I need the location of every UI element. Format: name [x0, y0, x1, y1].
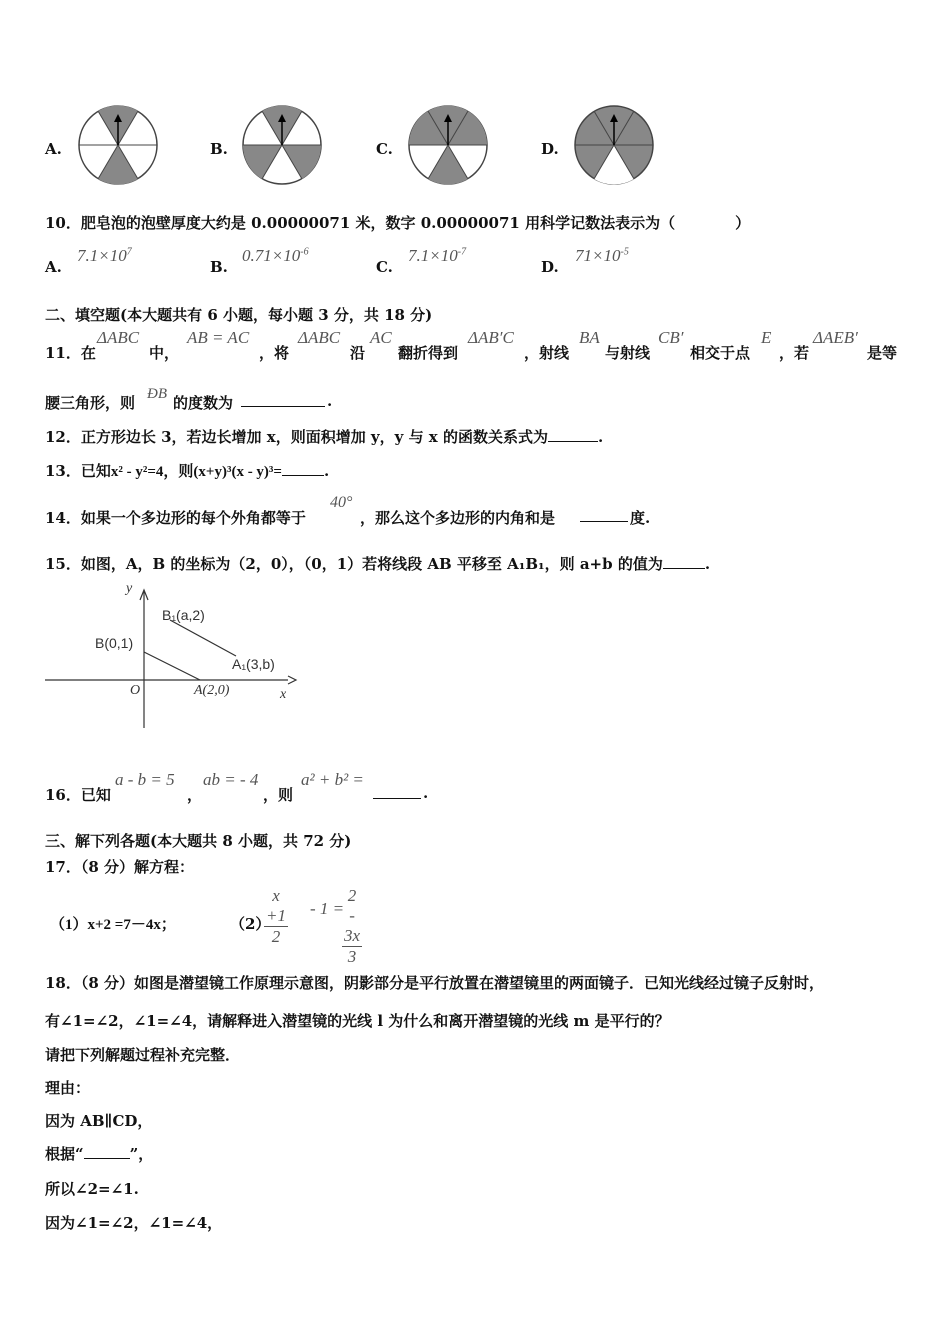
q9-option-a-label: A. [45, 140, 62, 158]
q15-origin-label: O [130, 683, 141, 698]
q11-angle-b: ÐB [147, 386, 167, 402]
q17-stem: 17．（8 分）解方程： [45, 858, 195, 876]
q16-condition-1: a - b = 5 [115, 770, 175, 789]
q18-line6 [45, 1143, 153, 1164]
q15-point-a-label: A(2,0) [194, 683, 230, 698]
q10-option-a-value: $7.1\times 10^7$ [77, 246, 132, 265]
section3-title: 三、解下列各题(本大题共 8 小题，共 72 分) [45, 832, 352, 850]
q18-line6-post: ”， [129, 1145, 154, 1163]
q16-pre: 16．已知 [45, 786, 111, 804]
q10-option-c-label: C. [376, 258, 393, 276]
q14-pre: 14．如果一个多边形的每个外角都等于 [45, 509, 306, 527]
q9-option-c-label: C. [376, 140, 393, 158]
q11-text-2: 中， [149, 344, 180, 362]
q16-expression: a² + b² = [301, 770, 364, 789]
q11-answer-blank[interactable] [241, 392, 325, 407]
q13-pre: 13．已知 [45, 462, 111, 480]
q14-line [45, 494, 745, 528]
q10-option-b-label: B. [210, 258, 228, 276]
q18-line3: 请把下列解题过程补充完整． [45, 1046, 241, 1064]
q15-point-b-label: B(0,1) [95, 635, 134, 651]
q11-math-2: AB = AC [187, 328, 250, 347]
q11-text-9: ，若 [779, 344, 810, 362]
q11-text-4: 沿 [350, 344, 366, 362]
q13-condition: x² - y²=4，则(x+y)³(x - y)³= [110, 464, 282, 480]
q11-math-6: BA [579, 328, 600, 347]
q11-math-4: AC [370, 328, 392, 347]
q15-point-a1-label: A₁(3,b) [232, 656, 275, 672]
q16-post: ，则 [263, 786, 294, 804]
q11-text-7: 与射线 [605, 344, 651, 362]
q18-line2: 有∠1=∠2，∠1=∠4，请解释进入潜望镜的光线 l 为什么和离开潜望镜的光线 m 是平行的？ [45, 1012, 670, 1030]
q10-option-a-label: A. [45, 258, 62, 276]
q18-line6-pre: 根据“ [45, 1145, 84, 1163]
q9-option-d-label: D. [541, 140, 559, 158]
q15-line [45, 553, 710, 574]
q13-end: . [323, 462, 330, 480]
q12-text: 12．正方形边长 3，若边长增加 x，则面积增加 y，y 与 x 的函数关系式为 [45, 428, 548, 446]
q11-line2-text: 腰三角形，则 [45, 394, 136, 412]
q15-y-label: y [126, 581, 133, 596]
q15-end: . [704, 555, 711, 573]
q14-end: 度. [630, 509, 651, 527]
q15-point-b1-label: B₁(a,2) [162, 607, 205, 623]
q15-coordinate-figure [40, 576, 300, 736]
q9-option-c-spinner [406, 104, 490, 186]
q11-text-5: 翻折得到 [398, 344, 459, 362]
q11-math-3: ΔABC [298, 328, 341, 347]
q18-line7: 所以∠2=∠1. [45, 1180, 139, 1198]
q16-answer-blank[interactable] [373, 784, 421, 799]
q14-angle: 40° [330, 494, 353, 511]
q17-frac1-numerator: x +1 [266, 886, 286, 925]
q17-part1: （1）x+2 =7－4x； [50, 917, 176, 933]
q15-answer-blank[interactable] [663, 554, 705, 569]
q16-line [45, 770, 545, 804]
q13-answer-blank[interactable] [282, 461, 324, 476]
q11-text-6: ，射线 [524, 344, 570, 362]
q13-line [45, 460, 329, 481]
q12-end: . [597, 428, 604, 446]
q9-option-a-spinner [76, 104, 160, 186]
q17-middle: - 1 = [310, 899, 345, 918]
q9-option-b-label: B. [210, 140, 228, 158]
q11-text-8: 相交于点 [690, 344, 751, 362]
q17-frac2-numerator: 2 - 3x [344, 886, 361, 945]
q18-line4: 理由： [45, 1079, 91, 1097]
q17-frac1-denominator: 2 [271, 927, 281, 946]
q9-option-d-spinner [572, 104, 656, 186]
q10-option-b-value: $0.71\times 10^{-6}$ [242, 246, 309, 265]
q15-x-label: x [280, 687, 287, 702]
q11-math-8: E [761, 328, 772, 347]
q11-math-5: ΔAB′C [468, 328, 514, 347]
q17-part2-label: （2） [230, 915, 271, 933]
q18-line8: 因为∠1=∠2，∠1=∠4， [45, 1214, 223, 1232]
q11-line2-text-b: 的度数为 [173, 394, 234, 412]
q18-line1: 18．（8 分）如图是潜望镜工作原理示意图，阴影部分是平行放置在潜望镜里的两面镜子．已知光线经过镜子反射时， [45, 974, 825, 992]
q11-line1 [45, 328, 925, 362]
q11-end: . [327, 392, 333, 410]
q16-condition-2: ab = - 4 [203, 770, 259, 789]
q17-fraction-1 [264, 886, 288, 947]
q15-text: 15．如图，A，B 的坐标为（2，0），（0，1）若将线段 AB 平移至 A₁B₁，则 a+b 的值为 [45, 555, 663, 573]
q17-fraction-2 [342, 886, 362, 967]
q16-end: . [423, 784, 429, 802]
q18-line5: 因为 AB∥CD， [45, 1112, 153, 1130]
q11-text-3: ，将 [259, 344, 290, 362]
q17-frac2-denominator: 3 [347, 947, 357, 966]
q10-option-c-value: $7.1\times 10^{-7}$ [408, 246, 467, 265]
q11-math-7: CB′ [658, 328, 684, 347]
q10-options [45, 246, 925, 282]
q12-answer-blank[interactable] [548, 427, 598, 442]
q11-text-1: 11．在 [45, 344, 96, 362]
q11-math-9: ΔAEB′ [813, 328, 858, 347]
q14-post: ，那么这个多边形的内角和是 [360, 509, 556, 527]
q10-option-d-value: $71\times 10^{-5}$ [575, 246, 629, 265]
section2-title: 二、填空题(本大题共有 6 小题，每小题 3 分，共 18 分) [45, 306, 433, 324]
q11-text-10: 是等 [867, 344, 898, 362]
q11-math-1: ΔABC [97, 328, 140, 347]
q16-separator: ， [187, 786, 203, 804]
q18-reason-blank[interactable] [84, 1144, 130, 1159]
q11-line2 [45, 386, 545, 414]
q14-answer-blank[interactable] [580, 507, 628, 522]
q9-option-b-spinner [240, 104, 324, 186]
q10-stem: 10．肥皂泡的泡壁厚度大约是 0.00000071 米，数字 0.00000071 用科学记数法表示为（ ） [45, 214, 751, 232]
q10-option-d-label: D. [541, 258, 559, 276]
q12-line [45, 426, 603, 447]
